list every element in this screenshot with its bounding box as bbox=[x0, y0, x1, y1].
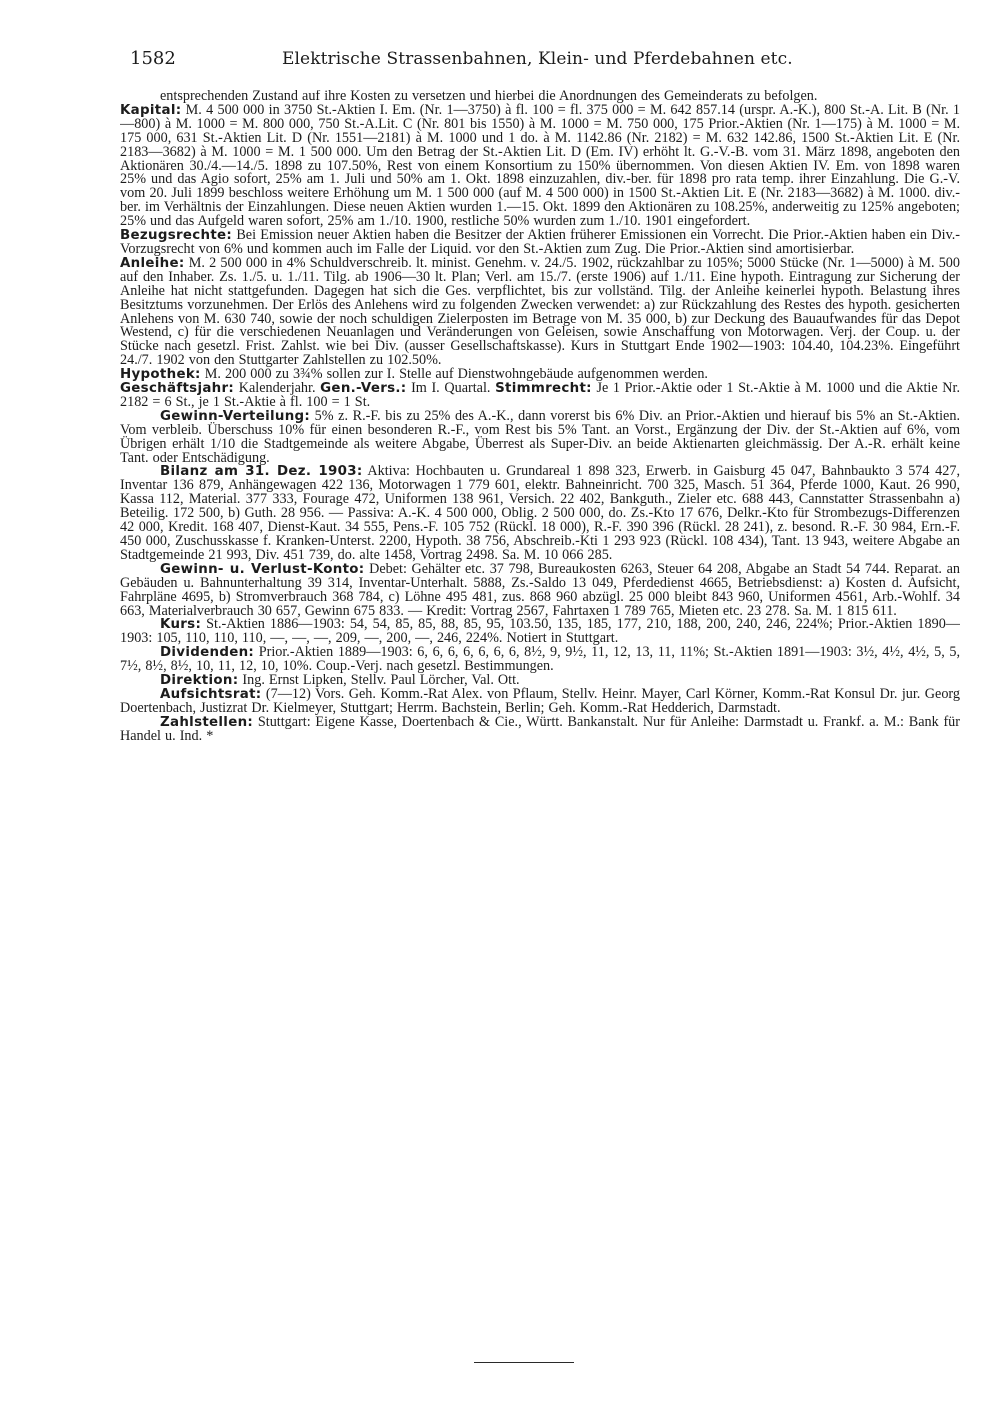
end-rule bbox=[474, 1362, 574, 1363]
paragraph-text: Kalenderjahr. bbox=[238, 380, 316, 397]
entry-label: Gewinn- u. Verlust-Konto: bbox=[160, 561, 365, 577]
paragraph-geschaeftsjahr bbox=[120, 382, 960, 410]
paragraph-anleihe bbox=[120, 254, 960, 369]
paragraph-text: Prior.-Aktien 1889—1903: 6, 6, 6, 6, 6, 6, 6, 8½, 9, 9½, 11, 12, 13, 11, 11%; St.-Aktien 1891—1903: 3½, 4½, 4½, 5, 5, 7½, 8½, 8½, 10, 11, 12, 10, 10%. Coup.-Verj. nach gesetzl. Bestimmungen. bbox=[120, 644, 960, 675]
entry-label: Anleihe: bbox=[120, 255, 185, 271]
paragraph-bezugsrechte bbox=[120, 229, 960, 257]
entry-label: Kurs: bbox=[160, 617, 202, 633]
paragraph-text: (7—12) Vors. Geh. Komm.-Rat Alex. von Pflaum, Stellv. Heinr. Mayer, Carl Körner, Komm.-Rat Konsul Dr. jur. Georg Doertenbach, Justizrat Dr. Kielmeyer, Stuttgart; Herrm. Bachstein, Berlin; Geh. Komm.-Rat Hedderich, Darmstadt. bbox=[120, 685, 960, 716]
paragraph-gewinn-verteilung bbox=[120, 407, 960, 466]
paragraph-kurs bbox=[120, 618, 960, 646]
paragraph-dividenden bbox=[120, 646, 960, 674]
paragraph-text: Bei Emission neuer Aktien haben die Besitzer der Aktien früherer Emissionen ein Vorrecht. Die Prior.-Aktien haben ein Div.-Vorzugsrecht von 6% und kommen auch im Falle der Liquid. vor den St.-Aktien zum Zug. Die Prior.-Aktien sind amortisierbar. bbox=[120, 227, 960, 257]
paragraph-gewinn-verlust bbox=[120, 560, 960, 619]
page-number: 1582 bbox=[130, 48, 176, 69]
paragraph-text: St.-Aktien 1886—1903: 54, 54, 85, 85, 88, 85, 95, 103.50, 135, 185, 177, 210, 188, 200, 240, 246, 224%; Prior.-Aktien 1890—1903: 105, 110, 110, 110, —, —, —, 209, —, 200, —, 246, 224%. Notiert in Stuttgart. bbox=[120, 616, 960, 647]
paragraph-text: Im I. Quartal. bbox=[411, 380, 491, 397]
paragraph-zahlstellen bbox=[120, 713, 960, 744]
entry-label: Geschäftsjahr: bbox=[120, 381, 235, 397]
entry-label: Direktion: bbox=[160, 673, 239, 689]
paragraph-text: Stuttgart: Eigene Kasse, Doertenbach & Cie., Württ. Bankanstalt. Nur für Anleihe: Darmstadt u. Frankf. a. M.: Bank für Handel u. Ind. * bbox=[120, 713, 960, 744]
paragraph-text: M. 2 500 000 in 4% Schuldverschreib. lt. minist. Genehm. v. 24./5. 1902, rückzahlbar zu 105%; 5000 Stücke (Nr. 1—5000) à M. 500 auf den Inhaber. Zs. 1./5. u. 1./11. Tilg. ab 1906—30 lt. Plan; Verl. am 15./7. (erste 1906) auf 1./11. Eine hypoth. Eintragung zur Sicherung der Anleihe hat nicht stattgefunden. Dagegen hat sich die Ges. verpflichtet, bis zur vollständ. Tilg. der Anleihe keinerlei hypoth. Belastung ihres Besitztums vorzunehmen. Der Erlös des Anlehens wird zu folgenden Zwecken verwendet: a) zur Rückzahlung des Restes des hypoth. gesicherten Anlehens von M. 630 740, sowie der noch schuldigen Zielerposten im Betrage von M. 35 000, b) zur Deckung des Bauaufwandes für das Depot Westend, c) für die verschiedenen Neuanlagen und Veränderungen von Geleisen, sowie Anschaffung von Motorwagen. Verj. der Coup. u. der Stücke nach gesetzl. Frist. Zahlst. wie bei Div. (ausser Gesellschaftskasse). Kurs in Stuttgart Ende 1902—1903: 104.40, 104.23%. Eingeführt 24./7. 1902 von den Stuttgarter Zahlstellen zu 102.50%. bbox=[120, 254, 960, 369]
entry-label: Zahlstellen: bbox=[160, 714, 254, 730]
paragraph-kapital bbox=[120, 101, 960, 230]
paragraph-bilanz bbox=[120, 465, 960, 562]
paragraph-text: Je 1 Prior.-Aktie oder 1 St.-Aktie à M. 1000 und die Aktie Nr. 2182 = 6 St., je 1 St.-Aktie à fl. 100 = 1 St. bbox=[120, 380, 960, 410]
paragraph-text: Ing. Ernst Lipken, Stellv. Paul Lörcher, Val. Ott. bbox=[242, 672, 520, 689]
entry-label: Hypothek: bbox=[120, 367, 201, 383]
entry-label: Gewinn-Verteilung: bbox=[160, 408, 311, 424]
paragraph-text: Aktiva: Hochbauten u. Grundareal 1 898 323, Erwerb. in Gaisburg 45 047, Bahnbaukto 3 574 427, Inventar 136 879, Anhängewagen 422 136, Motorwagen 1 779 601, elektr. Bahneinricht. 700 325, Masch. 51 364, Pferde 1000, Kaut. 26 990, Kassa 112, Material. 377 333, Fourage 472, Uniformen 138 961, Versich. 22 402, Bankguth., Zieler etc. 688 443, Cannstatter Strassenbahn a) Beteilig. 172 500, b) Guth. 28 956. — Passiva: A.-K. 4 500 000, Oblig. 2 500 000, do. Zs.-Kto 17 676, Delkr.-Kto für Strombezugs-Differenzen 42 000, Kredit. 168 407, Dienst-Kaut. 34 555, Pens.-F. 105 752 (Rückl. 18 000), R.-F. 390 396 (Rückl. 28 241), z. besond. R.-F. 30 984, Ern.-F. 450 000, Zuschusskasse f. Kranken-Unterst. 2200, Hypoth. 38 756, Abschreib.-Kti 1 293 923 (Rückl. 108 434), Tant. 13 943, weitere Abgabe an Stadtgemeinde 21 993, Div. 451 739, do. alte 1458, Vortrag 2498. Sa. M. 10 066 285. bbox=[120, 463, 960, 563]
entry-label: Aufsichtsrat: bbox=[160, 686, 262, 702]
entry-label: Stimmrecht: bbox=[495, 381, 592, 397]
entry-label: Kapital: bbox=[120, 102, 182, 118]
entry-label: Dividenden: bbox=[160, 645, 255, 661]
entry-label: Bezugsrechte: bbox=[120, 228, 233, 244]
entry-label: Gen.-Vers.: bbox=[320, 381, 407, 397]
paragraph-text: entsprechenden Zustand auf ihre Kosten zu versetzen und hierbei die Anordnungen des Gemeinderats zu befolgen. bbox=[160, 90, 818, 104]
paragraph-text: M. 4 500 000 in 3750 St.-Aktien I. Em. (Nr. 1—3750) à fl. 100 = fl. 375 000 = M. 642 857.14 (urspr. A.-K.), 800 St.-A. Lit. B (Nr. 1—800) à M. 1000 = M. 800 000, 750 St.-A.Lit. C (Nr. 801 bis 1550) à M. 1000 = M. 750 000, 175 Prior.-Aktien (Nr. 1—175) à M. 1000 = M. 175 000, 631 St.-Aktien Lit. D (Nr. 1551—2181) à M. 1000 und 1 do. à M. 1142.86 (Nr. 2182) = M. 632 142.86, 1500 St.-Aktien Lit. E (Nr. 2183—3682) à M. 1000 = M. 1 500 000. Um den Betrag der St.-Aktien Lit. D (Em. IV) erhöht lt. G.-V.-B. vom 31. März 1898, angeboten den Aktionären 30./4.—14./5. 1898 zu 107.50%, Rest von einem Konsortium zu 150% übernommen. Von diesen Aktien IV. Em. von 1898 waren 25% und das Agio sofort, 25% am 1. Juli und 50% am 1. Okt. 1898 einzuzahlen, div.-ber. für 1898 pro rata temp. ihrer Einzahlung. Die G.-V. vom 20. Juli 1899 beschloss weitere Erhöhung um M. 1 500 000 (auf M. 4 500 000) in 1500 St.-Aktien Lit. E (Nr. 2183—3682) à M. 1000. div.-ber. im Verhältnis der Einzahlungen. Diese neuen Aktien wurden 1.—15. Okt. 1899 den Aktionären zu 108.25%, anderweitig zu 125% angeboten; 25% und das Aufgeld waren sofort, 25% am 1./10. 1900, restliche 50% wurden zum 1./10. 1901 eingefordert. bbox=[120, 101, 960, 230]
paragraph-aufsichtsrat bbox=[120, 685, 960, 716]
paragraph-text: Debet: Gehälter etc. 37 798, Bureaukosten 6263, Steuer 64 208, Abgabe an Stadt 54 744. Reparat. an Gebäuden u. Bahnunterhaltung 39 314, Inventar-Unterhalt. 5888, Zs.-Saldo 13 049, Pferdedienst 4665, Betriebsdienst: a) Kosten d. Aufsicht, Fahrpläne 4695, b) Stromverbrauch 368 784, c) Löhne 495 481, zus. 868 960 abzügl. 25 000 bleibt 843 960, Uniformen 4561, Arb.-Wohlf. 34 663, Materialverbrauch 30 657, Gewinn 675 833. — Kredit: Vortrag 2567, Fahrtaxen 1 789 765, Mieten etc. 23 278. Sa. M. 1 815 611. bbox=[120, 560, 960, 619]
paragraph-text: M. 200 000 zu 3¾% sollen zur I. Stelle auf Dienstwohngebäude aufgenommen werden. bbox=[204, 366, 708, 383]
running-title: Elektrische Strassenbahnen, Klein- und Pferdebahnen etc. bbox=[282, 49, 793, 69]
page-header bbox=[130, 44, 940, 74]
body-text bbox=[120, 90, 960, 1368]
entry-label: Bilanz am 31. Dez. 1903: bbox=[160, 464, 363, 480]
paragraph-text: 5% z. R.-F. bis zu 25% des A.-K., dann vorerst bis 6% Div. an Prior.-Aktien und hierauf bis 5% an St.-Aktien. Vom verbleib. Überschuss 10% für einen besonderen R.-F., vom Rest bis 5% Tant. an Vorst., Ergänzung der Div. der St.-Aktien auf 6%, vom Übrigen erhält 1/10 die Stadtgemeinde als weitere Abgabe, Überrest als Super-Div. an beide Aktienarten gleichmässig. Der A.-R. erhält keine Tant. oder Entschädigung. bbox=[120, 407, 960, 466]
